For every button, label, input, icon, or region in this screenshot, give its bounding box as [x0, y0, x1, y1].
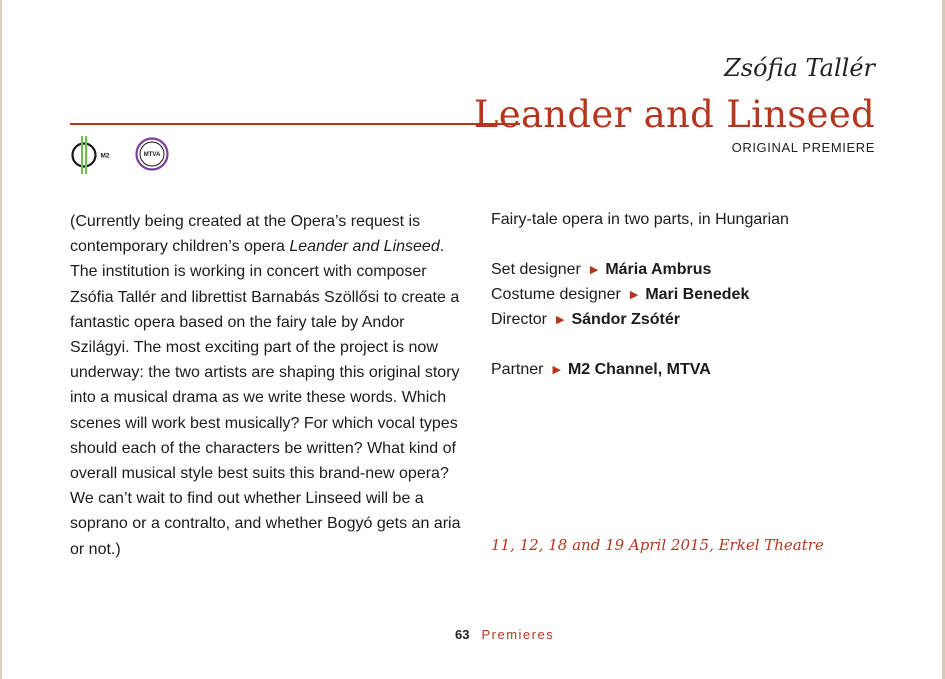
credit-set-designer: [491, 259, 711, 282]
triangle-arrow-icon: ▶: [629, 289, 639, 301]
credit-name: M2 Channel, MTVA: [567, 361, 711, 378]
credit-name: Mária Ambrus: [605, 261, 712, 278]
triangle-arrow-icon: ▶: [589, 264, 599, 276]
section-name: Premieres: [481, 627, 555, 642]
page-number: 63: [455, 627, 470, 642]
credit-name: Mari Benedek: [645, 286, 750, 303]
page-footer: [455, 627, 554, 642]
credit-name: Sándor Zsótér: [571, 311, 680, 328]
description-paragraph: [70, 209, 465, 562]
credit-partner: [491, 359, 711, 382]
genre-line: Fairy-tale opera in two parts, in Hungarian: [491, 211, 789, 228]
triangle-arrow-icon: ▶: [556, 314, 565, 326]
description-text-start: (Currently being created at the Opera’s request is contemporary children’s opera: [70, 213, 421, 256]
credit-role: Partner: [491, 361, 544, 378]
page-title: Leander and Linseed: [473, 93, 875, 136]
mtva-logo-label: MTVA: [143, 152, 161, 159]
page-subtitle: ORIGINAL PREMIERE: [731, 140, 875, 155]
description-title-italic: Leander and Linseed: [289, 238, 440, 256]
triangle-arrow-icon: ▶: [552, 364, 561, 376]
credit-director: [491, 309, 680, 332]
title-rule: [70, 123, 520, 125]
credit-costume-designer: [491, 284, 749, 307]
m2-logo-label: M2: [100, 152, 110, 160]
composer-name: Zsófia Tallér: [724, 54, 875, 82]
description-text-end: . The institution is working in concert with composer Zsófia Tallér and librettist Barnabás Szöllősi to create a fantastic opera based on the fairy tale by Andor Szilágyi. The most exciting part of the project is now underway: the two artists are shaping this original story into a musical drama as we write these words. Which scenes will work best musically? For which vocal types should each of the characters be written? What kind of overall musical style best suits this brand-new opera? We can’t wait to find out whether Linseed will be a soprano or a contralto, and whether Bogyó gets an aria or not.): [70, 238, 461, 558]
performance-dates: 11, 12, 18 and 19 April 2015, Erkel Theatre: [491, 536, 824, 554]
credit-role: Director: [491, 311, 548, 328]
credit-role: Costume designer: [491, 286, 621, 303]
mtva-logo: [135, 137, 169, 171]
m2-logo-ring: [73, 144, 96, 167]
credit-role: Set designer: [491, 261, 581, 278]
page-left-edge: [0, 0, 2, 679]
m2-logo: [70, 135, 112, 175]
